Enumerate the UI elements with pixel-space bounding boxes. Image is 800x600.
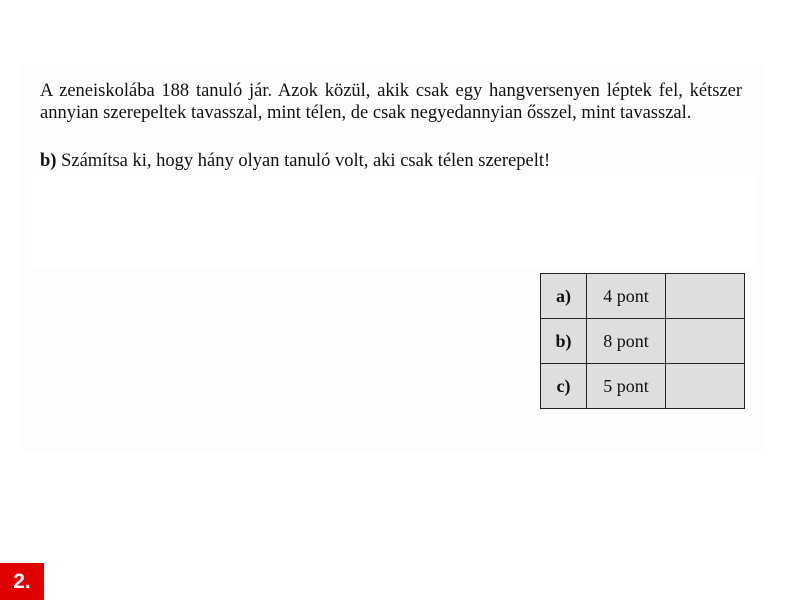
part-label: b) (541, 319, 587, 364)
question-b (40, 150, 742, 172)
part-label: c) (541, 364, 587, 409)
earned-points-cell (666, 319, 745, 364)
score-row-a (541, 274, 745, 319)
max-points: 5 pont (587, 364, 666, 409)
max-points: 8 pont (587, 319, 666, 364)
earned-points-cell (666, 364, 745, 409)
score-row-c (541, 364, 745, 409)
question-label: b) (40, 151, 57, 171)
answer-area (32, 176, 756, 268)
earned-points-cell (666, 274, 745, 319)
max-points: 4 pont (587, 274, 666, 319)
score-table (540, 273, 745, 409)
problem-statement: A zeneiskolába 188 tanuló jár. Azok közül, akik csak egy hangversenyen léptek fel, kétszer annyian szerepeltek tavasszal, mint télen, de csak negyedannyian ősszel, mint tavasszal. (40, 81, 742, 123)
page-number-badge: 2. (0, 563, 44, 600)
exam-excerpt (22, 64, 766, 452)
part-label: a) (541, 274, 587, 319)
question-text: Számítsa ki, hogy hány olyan tanuló volt, aki csak télen szerepelt! (61, 151, 551, 171)
score-row-b (541, 319, 745, 364)
